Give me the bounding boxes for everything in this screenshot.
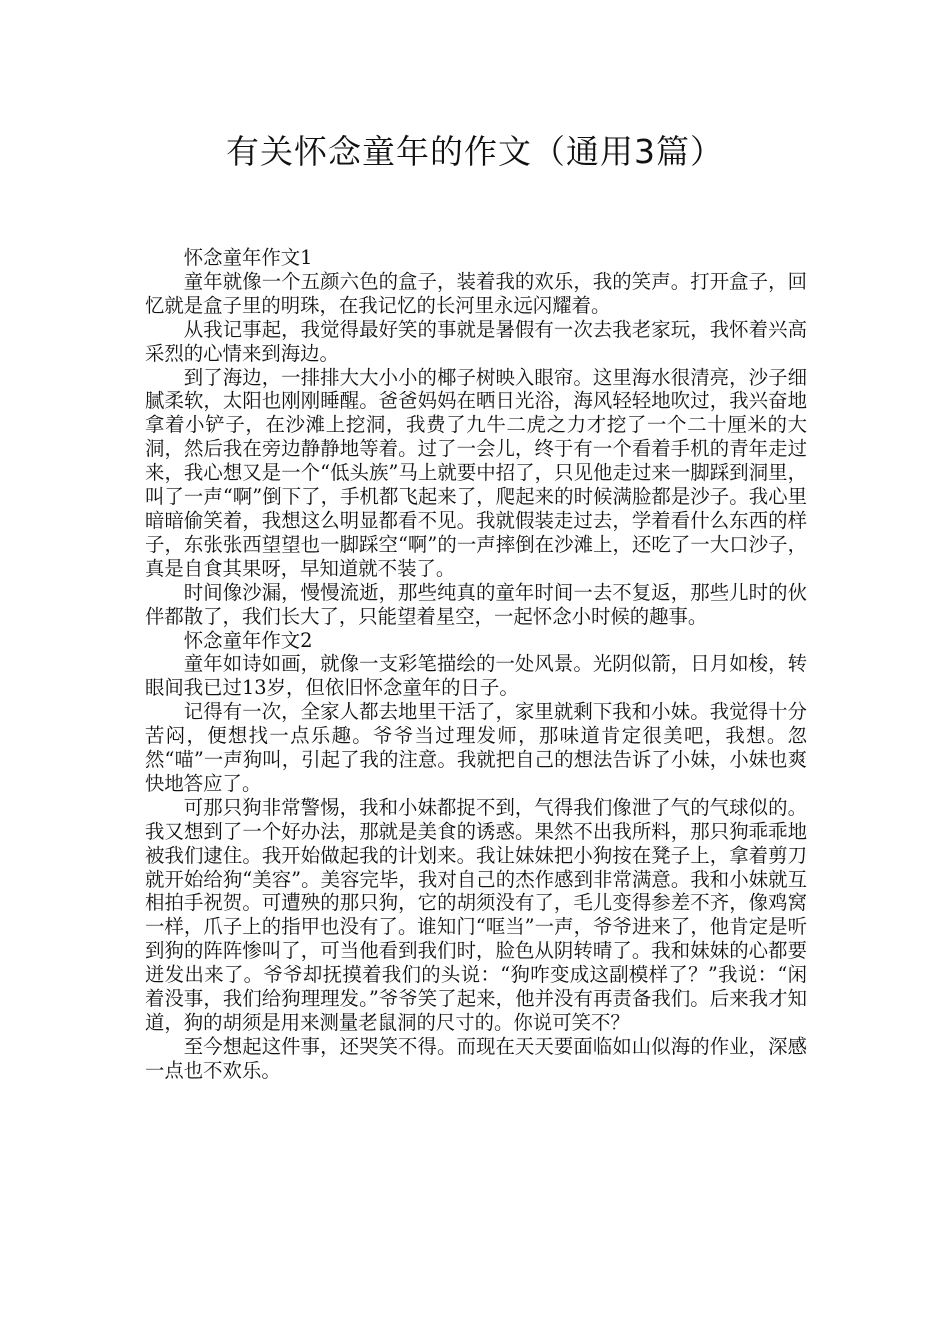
body-paragraph: 童年如诗如画，就像一支彩笔描绘的一处风景。光阴似箭，日月如梭，转眼间我已过13岁，但依旧怀念童年的日子。 [145,652,807,700]
body-paragraph: 至今想起这件事，还哭笑不得。而现在天天要面临如山似海的作业，深感一点也不欢乐。 [145,1034,807,1082]
document-title: 有关怀念童年的作文（通用3篇） [226,132,724,171]
document-body [145,246,807,1083]
body-paragraph: 从我记事起，我觉得最好笑的事就是暑假有一次去我老家玩，我怀着兴高采烈的心情来到海边。 [145,317,807,365]
body-paragraph: 记得有一次，全家人都去地里干活了，家里就剩下我和小妹。我觉得十分苦闷，便想找一点乐趣。爷爷当过理发师，那味道肯定很美吧，我想。忽然“喵”一声狗叫，引起了我的注意。我就把自己的想法告诉了小妹，小妹也爽快地答应了。 [145,700,807,795]
body-paragraph: 可那只狗非常警惕，我和小妹都捉不到，气得我们像泄了气的气球似的。我又想到了一个好办法，那就是美食的诱惑。果然不出我所料，那只狗乖乖地被我们逮住。我开始做起我的计划来。我让妹妹把小狗按在凳子上，拿着剪刀就开始给狗“美容”。美容完毕，我对自己的杰作感到非常满意。我和小妹就互相拍手祝贺。可遭殃的那只狗，它的胡须没有了，毛儿变得参差不齐，像鸡窝一样，爪子上的指甲也没有了。谁知门“哐当”一声，爷爷进来了，他肯定是听到狗的阵阵惨叫了，可当他看到我们时，脸色从阴转晴了。我和妹妹的心都要迸发出来了。爷爷却抚摸着我们的头说：“狗咋变成这副模样了？”我说：“闲着没事，我们给狗理理发。”爷爷笑了起来，他并没有再责备我们。后来我才知道，狗的胡须是用来测量老鼠洞的尺寸的。你说可笑不？ [145,795,807,1034]
essay-heading-1: 怀念童年作文1 [183,246,313,269]
body-paragraph: 到了海边，一排排大大小小的椰子树映入眼帘。这里海水很清亮，沙子细腻柔软，太阳也刚刚睡醒。爸爸妈妈在晒日光浴，海风轻轻地吹过，我兴奋地拿着小铲子，在沙滩上挖洞，我费了九牛二虎之力才挖了一个二十厘米的大洞，然后我在旁边静静地等着。过了一会儿，终于有一个看着手机的青年走过来，我心想又是一个“低头族”马上就要中招了，只见他走过来一脚踩到洞里，叫了一声“啊”倒下了，手机都飞起来了，爬起来的时候满脸都是沙子。我心里暗暗偷笑着，我想这么明显都看不见。我就假装走过去，学着看什么东西的样子，东张张西望望也一脚踩空“啊”的一声摔倒在沙滩上，还吃了一大口沙子，真是自食其果呀，早知道就不装了。 [145,365,807,580]
body-paragraph: 时间像沙漏，慢慢流逝，那些纯真的童年时间一去不复返，那些儿时的伙伴都散了，我们长大了，只能望着星空，一起怀念小时候的趣事。 [145,580,807,628]
body-paragraph: 童年就像一个五颜六色的盒子，装着我的欢乐，我的笑声。打开盒子，回忆就是盒子里的明珠，在我记忆的长河里永远闪耀着。 [145,269,807,317]
essay-heading-2: 怀念童年作文2 [183,628,313,652]
